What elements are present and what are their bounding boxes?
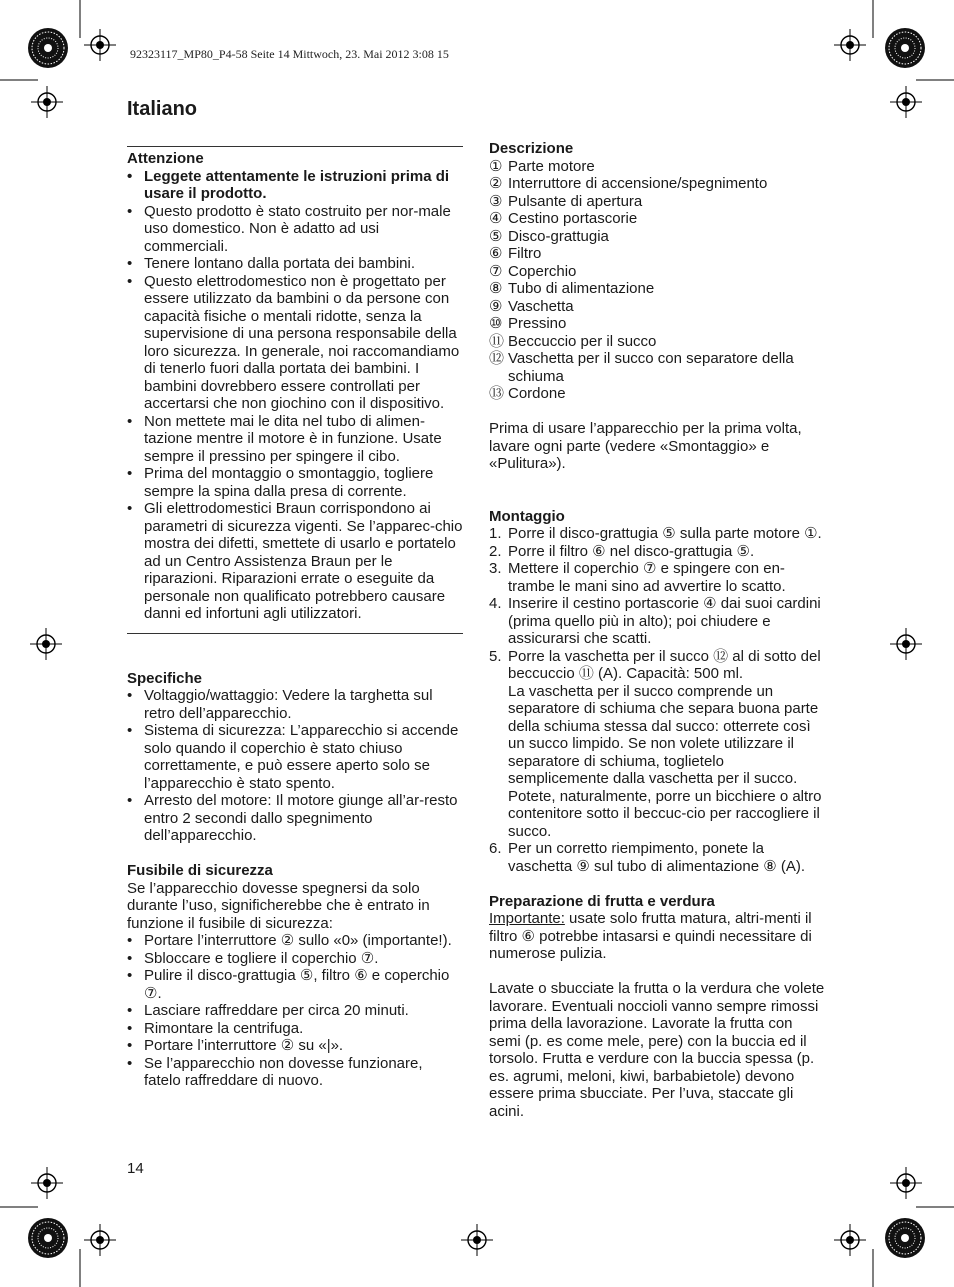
list-item: • Voltaggio/wattaggio: Vedere la targhetta sul retro dell’apparecchio. [127, 687, 463, 722]
list-item: 3. Mettere il coperchio ⑦ e spingere con en-trambe le mani sino ad avvertire lo scatto. [489, 560, 786, 595]
fusibile-intro: Se l’apparecchio dovesse spegnersi da solo durante l’uso, significherebbe che è entrato in funzione il fusibile di sicurezza: [127, 879, 430, 932]
list-item: • Pulire il disco-grattugia ⑤, filtro ⑥ e coperchio ⑦. [127, 967, 463, 1002]
list-item: 6. Per un corretto riempimento, ponete la vaschetta ⑨ sul tubo di alimentazione ⑧ (A). [489, 840, 806, 875]
list-item: ① Parte motore [489, 157, 595, 175]
list-item: • Portare l’interruttore ② sullo «0» (importante!). [127, 932, 463, 950]
list-item: ⑬ Cordone [489, 385, 566, 402]
list-item: ② Interruttore di accensione/spegnimento [489, 175, 768, 192]
list-item: 2. Porre il filtro ⑥ nel disco-grattugia ⑤. [489, 542, 755, 560]
list-item: ⑦ Coperchio [489, 262, 577, 280]
first-use-note: Prima di usare l’apparecchio per la prima volta, lavare ogni parte (vedere «Smontaggio» e «Pulitura»). [489, 420, 802, 472]
list-item: ③ Pulsante di apertura [489, 192, 643, 210]
list-item: ⑨ Vaschetta [489, 297, 574, 315]
list-item: • Gli elettrodomestici Braun corrispondono ai parametri di sicurezza vigenti. Se l’apparec-chio mostra dei difetti, smettete di usarlo e portatelo ad un Centro Assistenza Braun per le riparazioni. Riparazioni errate o eseguite da personale non qualificato potrebbero causare danni ed infortuni agli utilizzatori. [127, 500, 463, 623]
list-item: ⑩ Pressino [489, 315, 567, 332]
specifiche-list [127, 687, 463, 845]
list-item: ⑫ Vaschetta per il succo con separatore della schiuma [489, 350, 794, 385]
list-item: • Lasciare raffreddare per circa 20 minuti. [127, 1002, 463, 1020]
list-item: • Prima del montaggio o smontaggio, togliere sempre la spina dalla presa di corrente. [127, 465, 463, 500]
section-title-montaggio: Montaggio [489, 507, 565, 525]
list-item: ④ Cestino portascorie [489, 210, 638, 227]
list-item: 4. Inserire il cestino portascorie ④ dai suoi cardini (prima quello più in alto); poi chiudere e assicurarsi che scatti. [489, 595, 821, 647]
list-item: • Portare l’interruttore ② su «|». [127, 1037, 463, 1055]
fusibile-list [127, 932, 463, 1090]
list-item: • Questo elettrodomestico non è progettato per essere utilizzato da bambini o da persone con capacità fisiche o mentali ridotte, senza la supervisione di una persona responsabile della loro sicurezza. In generale, noi raccomandiamo di tenerlo fuori dalla portata dei bambini. I bambini dovrebbero essere controllati per accertarsi che non giochino con il dispositivo. [127, 273, 463, 413]
list-item: • Leggete attentamente le istruzioni prima di usare il prodotto. [127, 168, 463, 203]
list-item: • Rimontare la centrifuga. [127, 1020, 463, 1038]
important-note: Importante: usate solo frutta matura, altri-menti il filtro ⑥ potrebbe intasarsi e quindi necessitare di numerose pulizia. [489, 910, 812, 962]
list-item: • Non mettete mai le dita nel tubo di alimen-tazione mentre il motore è in funzione. Usate sempre il pressino per spingere il cibo. [127, 413, 463, 466]
page-title: Italiano [127, 98, 198, 120]
montaggio-steps [489, 525, 827, 875]
list-item: • Arresto del motore: Il motore giunge all’ar-resto entro 2 secondi dallo spegnimento dell’apparecchio. [127, 792, 463, 845]
section-title-specifiche: Specifiche [127, 669, 203, 687]
parts-list [489, 158, 827, 403]
right-column [489, 140, 827, 1120]
list-item: ⑧ Tubo di alimentazione [489, 280, 655, 297]
left-column [127, 146, 463, 1090]
page-number: 14 [127, 1160, 144, 1177]
preparation-body: Lavate o sbucciate la frutta o la verdura che volete lavorare. Eventuali noccioli vanno sempre rimossi prima della lavorazione. Lavorate la frutta con semi (p. es come mele, pere) con la buccia ed il torsolo. Frutta e verdure con la buccia spessa (p. es. agrumi, meloni, kiwi, barbabietole) devono essere prima sbucciate. Per l’uva, staccate gli acini. [489, 980, 825, 1120]
list-item: ⑥ Filtro [489, 245, 542, 262]
list-item: • Questo prodotto è stato costruito per nor-male uso domestico. Non è adatto ad usi commerciali. [127, 203, 463, 256]
section-title-attenzione: Attenzione [127, 150, 204, 167]
list-item: • Se l’apparecchio non dovesse funzionare, fatelo raffreddare di nuovo. [127, 1055, 463, 1090]
section-title-preparazione: Preparazione di frutta e verdura [489, 892, 715, 910]
list-item: ⑪ Beccuccio per il succo [489, 332, 657, 350]
list-item: • Sistema di sicurezza: L’apparecchio si accende solo quando il coperchio è stato chiuso correttamente, e può essere aperto solo se l’apparecchio è stato spento. [127, 722, 463, 792]
section-title-descrizione: Descrizione [489, 140, 574, 157]
list-item: • Tenere lontano dalla portata dei bambini. [127, 255, 463, 273]
list-item: ⑤ Disco-grattugia [489, 227, 609, 245]
list-item: 5. Porre la vaschetta per il succo ⑫ al di sotto del beccuccio ⑪ (A). Capacità: 500 ml. La vaschetta per il succo comprende un separatore di schiuma che separa buona parte della schiuma stessa dal succo: otterrete così un succo limpido. Se non volete utilizzare il separatore di schiuma, toglietelo semplicemente dalla vaschetta per il succo. Potete, naturalmente, porre un bicchiere o altro contenitore sotto il beccuc-cio per raccogliere il succo. [489, 647, 822, 840]
section-title-fusibile: Fusibile di sicurezza [127, 862, 273, 879]
attenzione-list [127, 168, 463, 623]
list-item: 1. Porre il disco-grattugia ⑤ sulla parte motore ①. [489, 525, 822, 542]
print-slug: 92323117_MP80_P4-58 Seite 14 Mittwoch, 23. Mai 2012 3:08 15 [130, 47, 449, 61]
list-item: • Sbloccare e togliere il coperchio ⑦. [127, 950, 463, 968]
